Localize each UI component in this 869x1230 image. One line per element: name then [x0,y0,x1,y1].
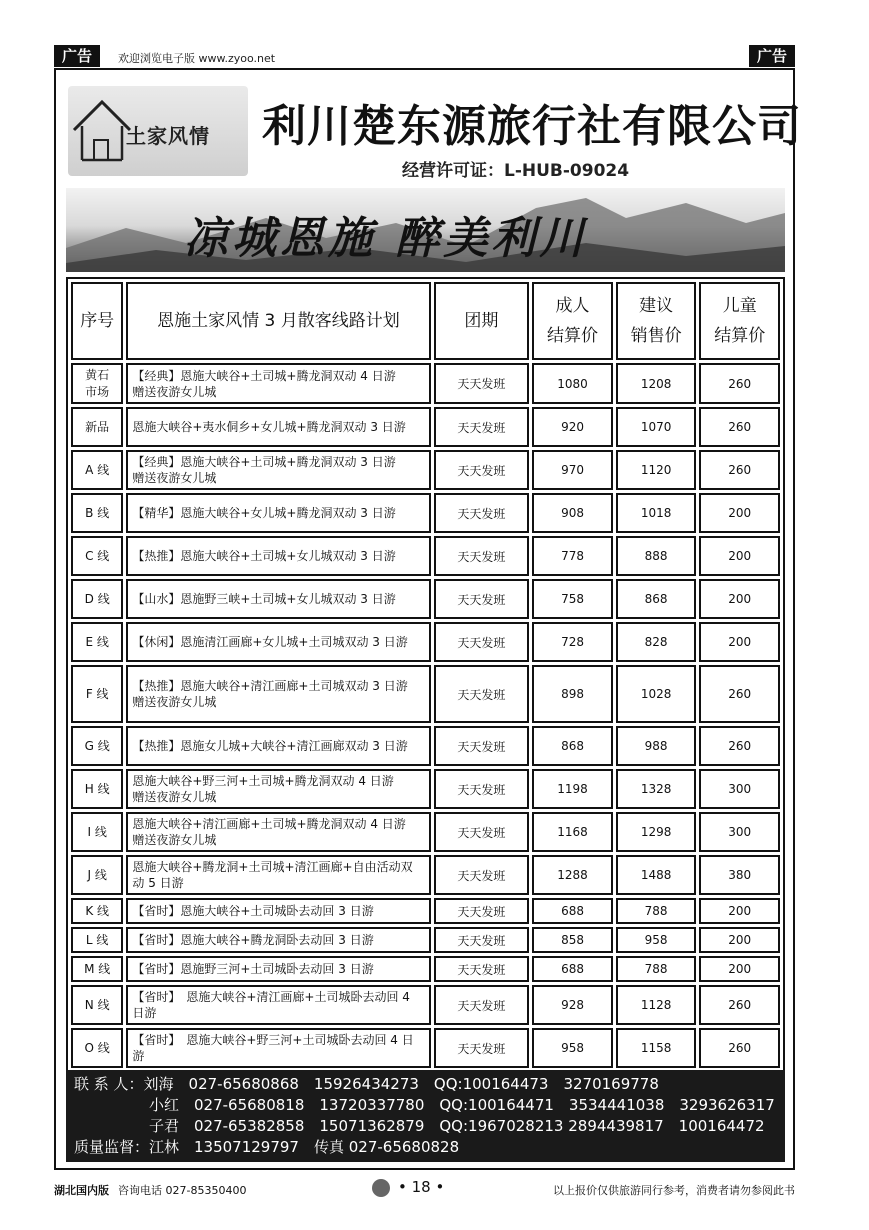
retail-price: 1208 [616,363,697,404]
page-badge-icon [372,1179,390,1197]
child-price: 200 [699,898,780,924]
route-code: C 线 [71,536,123,576]
retail-price: 1128 [616,985,697,1025]
route-description: 【精华】恩施大峡谷+女儿城+腾龙洞双动 3 日游 [126,493,430,533]
route-description: 【省时】 恩施大峡谷+野三河+土司城卧去动回 4 日游 [126,1028,430,1068]
route-table [66,277,785,1073]
table-row [71,450,780,490]
retail-price: 888 [616,536,697,576]
adult-price: 920 [532,407,613,447]
adult-price: 1080 [532,363,613,404]
header-child-price [699,282,780,360]
contact-line-3: 子君 027-65382858 15071362879 QQ:1967028213 2894439817 100164472 [74,1117,765,1135]
header-retail-price [616,282,697,360]
departure-schedule: 天天发班 [434,855,530,895]
header-retail-l1: 建议 [639,296,674,316]
route-code: J 线 [71,855,123,895]
route-code: I 线 [71,812,123,852]
adult-price: 1168 [532,812,613,852]
header-child-l2: 结算价 [714,326,766,346]
table-row [71,812,780,852]
route-code: E 线 [71,622,123,662]
route-description: 【省时】恩施大峡谷+腾龙洞卧去动回 3 日游 [126,927,430,953]
table-row [71,363,780,404]
adult-price: 868 [532,726,613,766]
table-row [71,956,780,982]
route-code: 新品 [71,407,123,447]
adult-price: 1198 [532,769,613,809]
departure-schedule: 天天发班 [434,769,530,809]
table-row [71,927,780,953]
route-description: 【经典】恩施大峡谷+土司城+腾龙洞双动 3 日游 赠送夜游女儿城 [126,450,430,490]
route-description: 恩施大峡谷+清江画廊+土司城+腾龙洞双动 4 日游 赠送夜游女儿城 [126,812,430,852]
route-code: F 线 [71,665,123,723]
route-description: 恩施大峡谷+野三河+土司城+腾龙洞双动 4 日游 赠送夜游女儿城 [126,769,430,809]
route-description: 【经典】恩施大峡谷+土司城+腾龙洞双动 4 日游 赠送夜游女儿城 [126,363,430,404]
child-price: 200 [699,493,780,533]
route-code: H 线 [71,769,123,809]
route-code: N 线 [71,985,123,1025]
table-row [71,1028,780,1068]
house-icon [72,96,132,166]
header-adult-l1: 成人 [555,296,590,316]
route-code: O 线 [71,1028,123,1068]
contact-line-2: 小红 027-65680818 13720337780 QQ:100164471 3534441038 3293626317 [74,1096,775,1114]
edition-label: 湖北国内版 [54,1184,109,1197]
contact-line-1: 联 系 人：刘海 027-65680868 15926434273 QQ:100164473 3270169778 [74,1075,659,1093]
retail-price: 868 [616,579,697,619]
route-description: 【休闲】恩施清江画廊+女儿城+土司城双动 3 日游 [126,622,430,662]
adult-price: 728 [532,622,613,662]
table-row [71,665,780,723]
child-price: 260 [699,726,780,766]
route-code: G 线 [71,726,123,766]
table-row [71,769,780,809]
departure-schedule: 天天发班 [434,450,530,490]
header-adult-l2: 结算价 [547,326,599,346]
route-description: 【热推】恩施大峡谷+土司城+女儿城双动 3 日游 [126,536,430,576]
departure-schedule: 天天发班 [434,927,530,953]
table-row [71,855,780,895]
adult-price: 688 [532,898,613,924]
adult-price: 898 [532,665,613,723]
child-price: 200 [699,536,780,576]
child-price: 260 [699,363,780,404]
child-price: 260 [699,1028,780,1068]
departure-schedule: 天天发班 [434,407,530,447]
hotline: 咨询电话 027-85350400 [118,1184,247,1197]
logo-text: 土家风情 [126,124,210,148]
adult-price: 758 [532,579,613,619]
header-retail-l2: 销售价 [630,326,682,346]
departure-schedule: 天天发班 [434,665,530,723]
contact-block [66,1070,785,1162]
adult-price: 908 [532,493,613,533]
retail-price: 788 [616,898,697,924]
adult-price: 928 [532,985,613,1025]
route-code: B 线 [71,493,123,533]
ad-frame [54,68,802,1170]
route-description: 恩施大峡谷+夷水侗乡+女儿城+腾龙洞双动 3 日游 [126,407,430,447]
table-row [71,898,780,924]
license-number: 经营许可证：L-HUB-09024 [402,161,630,181]
departure-schedule: 天天发班 [434,536,530,576]
table-row [71,493,780,533]
page-number [372,1178,444,1197]
header-period: 团期 [434,282,530,360]
route-code: A 线 [71,450,123,490]
adult-price: 688 [532,956,613,982]
retail-price: 1070 [616,407,697,447]
table-header-row [71,282,780,360]
retail-price: 988 [616,726,697,766]
route-description: 【热推】恩施大峡谷+清江画廊+土司城双动 3 日游 赠送夜游女儿城 [126,665,430,723]
child-price: 260 [699,407,780,447]
ad-tag-right: 广告 [749,45,795,67]
retail-price: 1298 [616,812,697,852]
header-route: 恩施土家风情 3 月散客线路计划 [126,282,430,360]
header [66,80,802,190]
logo [68,86,248,176]
company-name: 利川楚东源旅行社有限公司 [262,101,802,152]
route-description: 【山水】恩施野三峡+土司城+女儿城双动 3 日游 [126,579,430,619]
departure-schedule: 天天发班 [434,1028,530,1068]
route-description: 恩施大峡谷+腾龙洞+土司城+清江画廊+自由活动双动 5 日游 [126,855,430,895]
header-code: 序号 [71,282,123,360]
contact-line-4: 质量监督：江林 13507129797 传真 027-65680828 [74,1138,460,1156]
departure-schedule: 天天发班 [434,898,530,924]
header-child-l1: 儿童 [722,296,757,316]
child-price: 200 [699,927,780,953]
child-price: 200 [699,622,780,662]
footer-note: 以上报价仅供旅游同行参考，消费者请勿参阅此书 [553,1184,795,1197]
child-price: 380 [699,855,780,895]
retail-price: 828 [616,622,697,662]
table-row [71,985,780,1025]
route-code: L 线 [71,927,123,953]
route-code: K 线 [71,898,123,924]
child-price: 300 [699,769,780,809]
retail-price: 1120 [616,450,697,490]
route-table-body [71,363,780,1068]
table-row [71,407,780,447]
retail-price: 1158 [616,1028,697,1068]
adult-price: 958 [532,1028,613,1068]
child-price: 260 [699,985,780,1025]
page-number-text: • 18 • [398,1178,445,1196]
banner [66,188,785,272]
retail-price: 1488 [616,855,697,895]
table-row [71,579,780,619]
retail-price: 958 [616,927,697,953]
route-code: D 线 [71,579,123,619]
retail-price: 788 [616,956,697,982]
departure-schedule: 天天发班 [434,985,530,1025]
departure-schedule: 天天发班 [434,726,530,766]
route-description: 【省时】恩施野三河+土司城卧去动回 3 日游 [126,956,430,982]
departure-schedule: 天天发班 [434,363,530,404]
child-price: 200 [699,579,780,619]
child-price: 260 [699,665,780,723]
adult-price: 970 [532,450,613,490]
adult-price: 1288 [532,855,613,895]
child-price: 260 [699,450,780,490]
ad-tag-left: 广告 [54,45,100,67]
route-code: M 线 [71,956,123,982]
child-price: 300 [699,812,780,852]
child-price: 200 [699,956,780,982]
departure-schedule: 天天发班 [434,622,530,662]
departure-schedule: 天天发班 [434,812,530,852]
table-row [71,536,780,576]
route-description: 【省时】恩施大峡谷+土司城卧去动回 3 日游 [126,898,430,924]
route-description: 【省时】 恩施大峡谷+清江画廊+土司城卧去动回 4 日游 [126,985,430,1025]
adult-price: 778 [532,536,613,576]
table-row [71,726,780,766]
route-description: 【热推】恩施女儿城+大峡谷+清江画廊双动 3 日游 [126,726,430,766]
departure-schedule: 天天发班 [434,493,530,533]
site-url[interactable]: 欢迎浏览电子版 www.zyoo.net [118,52,276,65]
retail-price: 1028 [616,665,697,723]
departure-schedule: 天天发班 [434,956,530,982]
banner-slogan: 凉城恩施 醉美利川 [184,213,588,264]
header-adult-price [532,282,613,360]
departure-schedule: 天天发班 [434,579,530,619]
table-row [71,622,780,662]
retail-price: 1328 [616,769,697,809]
retail-price: 1018 [616,493,697,533]
route-code: 黄石 市场 [71,363,123,404]
adult-price: 858 [532,927,613,953]
